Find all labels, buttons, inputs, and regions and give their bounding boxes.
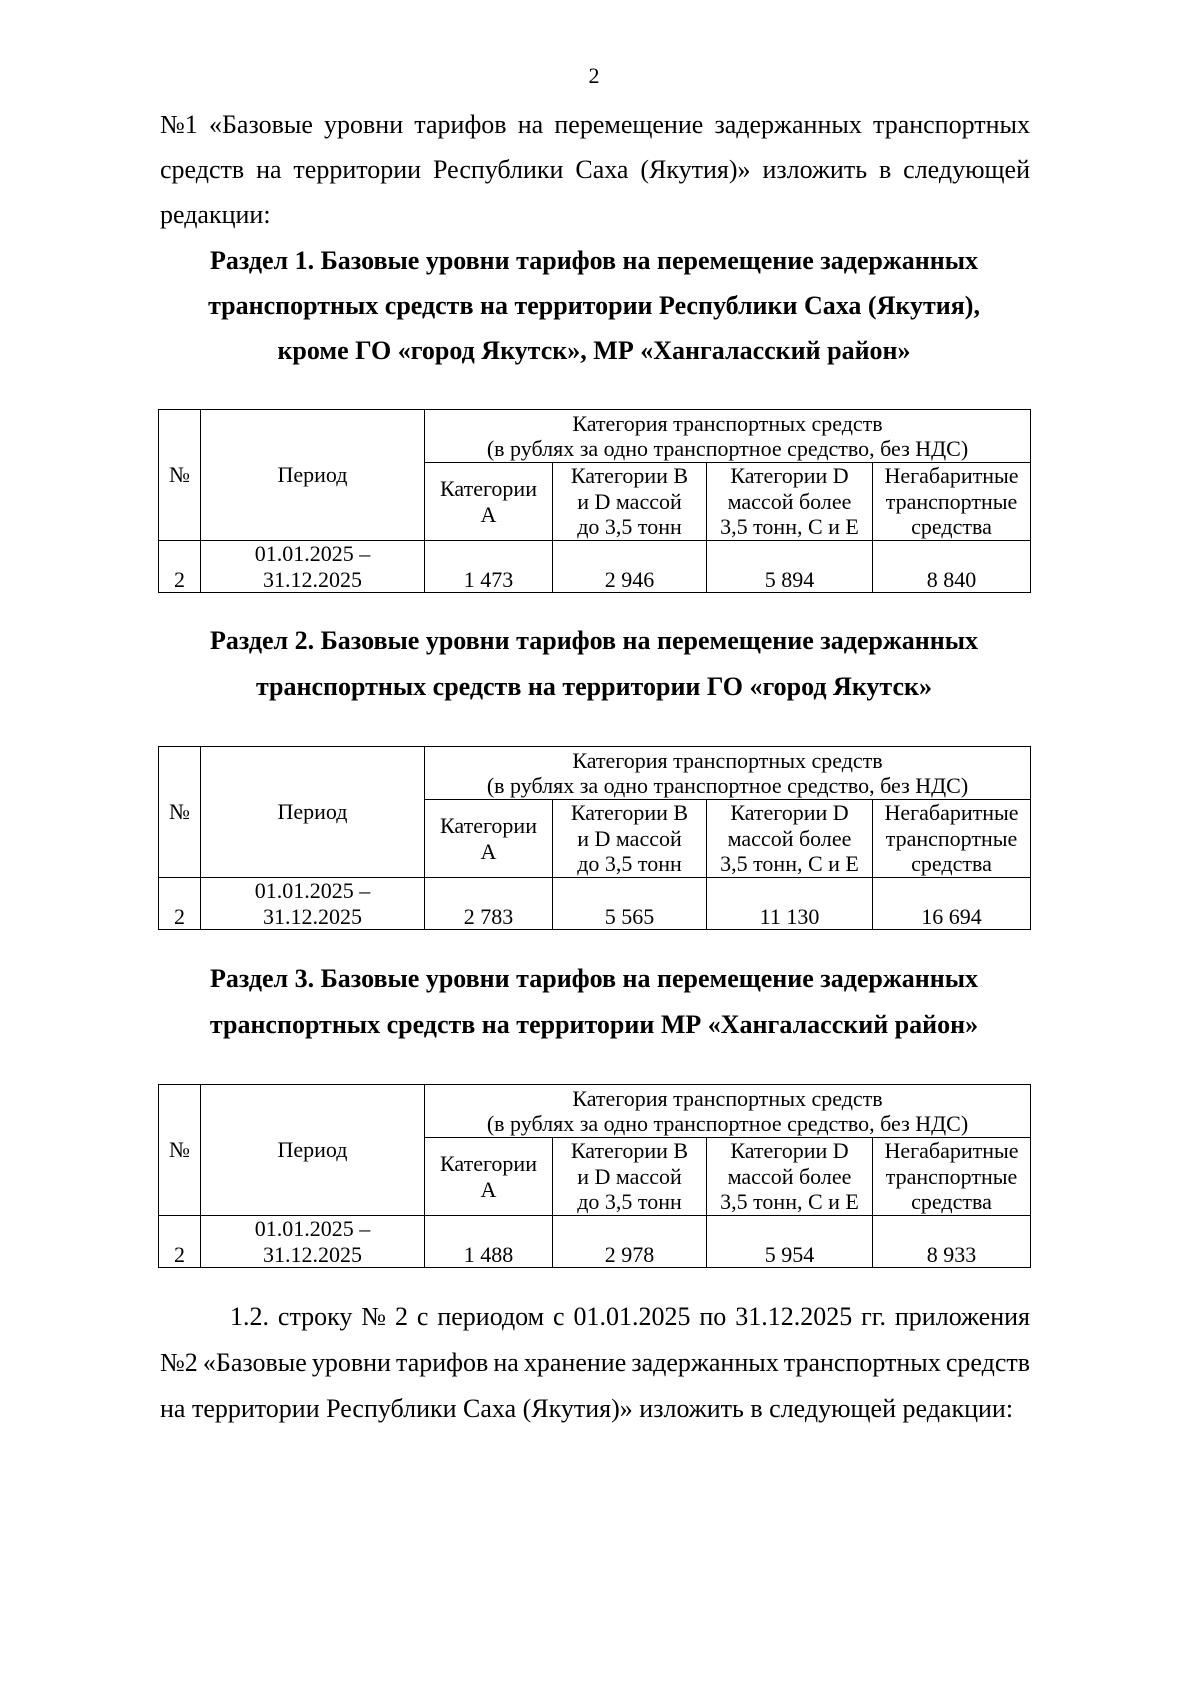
value-cat-a: 2 783 (463, 903, 514, 929)
header-category-group-cell (425, 1085, 1031, 1138)
header-cat-a-cell (425, 463, 553, 541)
header-oversized-cell (873, 463, 1031, 541)
header-cat-a-line: A (480, 501, 497, 527)
value-oversized: 8 933 (926, 1241, 977, 1267)
section-2-heading-line: Раздел 2. Базовые уровни тарифов на перемещение задержанных (209, 626, 979, 655)
header-period-cell (201, 1085, 425, 1216)
header-cat-d-line: 3,5 тонн, C и E (720, 514, 859, 540)
section-1-heading-line: кроме ГО «город Якутск», МР «Хангаласский район» (277, 336, 911, 365)
row-period-line: 31.12.2025 (263, 566, 362, 592)
header-oversized-line: средства (911, 1189, 992, 1215)
header-no: № (169, 1137, 190, 1163)
value-cat-d: 5 954 (764, 1241, 815, 1267)
value-oversized: 16 694 (921, 903, 982, 929)
header-category-group-line: (в рублях за одно транспортное средство, без НДС) (486, 1111, 969, 1136)
header-oversized-line: Негабаритные (884, 800, 1019, 826)
header-oversized-cell (873, 1138, 1031, 1216)
tariff-table-3 (158, 1084, 1031, 1268)
row-period-cell (201, 878, 425, 930)
intro-line: редакции: (160, 200, 271, 229)
value-cat-a-cell (425, 1216, 553, 1268)
header-oversized-line: средства (911, 851, 992, 877)
header-cat-d-cell (707, 800, 873, 878)
header-no: № (169, 462, 190, 488)
header-cat-d-line: Категории D (730, 1138, 849, 1164)
value-cat-b-cell (553, 541, 707, 593)
header-oversized-line: средства (911, 514, 992, 540)
row-period-cell (201, 1216, 425, 1268)
row-period-line: 01.01.2025 – (254, 541, 371, 566)
header-cat-b-line: и D массой (577, 1163, 682, 1189)
row-period-cell (201, 541, 425, 593)
header-category-group-line: Категория транспортных средств (572, 410, 883, 436)
value-cat-b-cell (553, 1216, 707, 1268)
section-1-heading-line: транспортных средств на территории Республики Саха (Якутия), (208, 291, 980, 320)
row-no-cell (159, 1216, 201, 1268)
header-cat-d-line: Категории D (730, 463, 849, 489)
value-oversized-cell (873, 541, 1031, 593)
value-cat-d-cell (707, 1216, 873, 1268)
header-cat-a-line: A (480, 1176, 497, 1202)
header-cat-b-line: до 3,5 тонн (577, 1189, 682, 1215)
header-cat-d-cell (707, 463, 873, 541)
header-cat-b-line: и D массой (577, 825, 682, 851)
header-no-cell (159, 410, 201, 541)
header-cat-b-line: Категории B (570, 463, 689, 489)
value-cat-a-cell (425, 541, 553, 593)
header-oversized-line: транспортные (885, 488, 1018, 514)
header-oversized-cell (873, 800, 1031, 878)
row-no: 2 (174, 1241, 185, 1267)
value-cat-b: 2 946 (604, 566, 655, 592)
value-cat-a: 1 488 (463, 1241, 514, 1267)
header-category-group-line: Категория транспортных средств (572, 747, 883, 773)
header-period: Период (277, 799, 348, 825)
header-cat-d-line: массой более (727, 1163, 852, 1189)
header-cat-a-line: Категории (440, 1151, 537, 1176)
value-cat-b: 5 565 (604, 903, 655, 929)
header-category-group-line: Категория транспортных средств (572, 1085, 883, 1111)
value-cat-d: 5 894 (764, 566, 815, 592)
header-cat-d-line: Категории D (730, 800, 849, 826)
value-cat-d-cell (707, 541, 873, 593)
closing-line: на территории Республики Саха (Якутия)» изложить в следующей редакции: (160, 1394, 1014, 1423)
header-cat-b-line: и D массой (577, 488, 682, 514)
intro-line: №1 «Базовые уровни тарифов на перемещение задержанных транспортных (160, 110, 1030, 139)
closing-line: 1.2. строку № 2 с периодом с 01.01.2025 по 31.12.2025 гг. приложения (230, 1302, 1030, 1331)
row-period-line: 31.12.2025 (263, 903, 362, 929)
header-oversized-line: Негабаритные (884, 1138, 1019, 1164)
value-cat-d: 11 130 (759, 903, 820, 929)
header-cat-b-line: Категории B (570, 1138, 689, 1164)
value-cat-b: 2 978 (604, 1241, 655, 1267)
intro-line: средств на территории Республики Саха (Якутия)» изложить в следующей (160, 155, 1030, 184)
header-cat-a-line: Категории (440, 813, 537, 838)
row-no-cell (159, 878, 201, 930)
closing-line: №2 «Базовые уровни тарифов на хранение задержанных транспортных средств (160, 1348, 1030, 1377)
header-cat-b-cell (553, 800, 707, 878)
value-oversized: 8 840 (926, 566, 977, 592)
page-number: 2 (588, 63, 600, 88)
value-cat-d-cell (707, 878, 873, 930)
header-cat-b-line: до 3,5 тонн (577, 851, 682, 877)
header-cat-a-line: Категории (440, 476, 537, 501)
header-oversized-line: Негабаритные (884, 463, 1019, 489)
header-period: Период (277, 1137, 348, 1163)
header-period: Период (277, 462, 348, 488)
header-cat-d-line: 3,5 тонн, C и E (720, 1189, 859, 1215)
header-no: № (169, 799, 190, 825)
row-period-line: 31.12.2025 (263, 1241, 362, 1267)
section-3-heading-line: Раздел 3. Базовые уровни тарифов на перемещение задержанных (209, 964, 979, 993)
header-cat-d-line: массой более (727, 825, 852, 851)
row-period-line: 01.01.2025 – (254, 1216, 371, 1241)
header-cat-d-line: массой более (727, 488, 852, 514)
value-oversized-cell (873, 1216, 1031, 1268)
header-period-cell (201, 747, 425, 878)
header-cat-b-cell (553, 1138, 707, 1216)
header-cat-a-cell (425, 800, 553, 878)
header-category-group-cell (425, 747, 1031, 800)
header-category-group-line: (в рублях за одно транспортное средство, без НДС) (486, 436, 969, 461)
row-no-cell (159, 541, 201, 593)
header-oversized-line: транспортные (885, 1163, 1018, 1189)
value-cat-b-cell (553, 878, 707, 930)
header-no-cell (159, 1085, 201, 1216)
section-3-heading-line: транспортных средств на территории МР «Хангаласский район» (209, 1010, 979, 1039)
section-2-heading-line: транспортных средств на территории ГО «город Якутск» (255, 672, 933, 701)
header-cat-a-cell (425, 1138, 553, 1216)
header-category-group-cell (425, 410, 1031, 463)
header-cat-b-line: Категории B (570, 800, 689, 826)
header-period-cell (201, 410, 425, 541)
header-cat-b-cell (553, 463, 707, 541)
row-no: 2 (174, 566, 185, 592)
tariff-table-2 (158, 746, 1031, 930)
value-cat-a-cell (425, 878, 553, 930)
section-1-heading-line: Раздел 1. Базовые уровни тарифов на перемещение задержанных (209, 246, 979, 275)
header-cat-d-cell (707, 1138, 873, 1216)
row-no: 2 (174, 903, 185, 929)
header-cat-d-line: 3,5 тонн, C и E (720, 851, 859, 877)
header-no-cell (159, 747, 201, 878)
value-cat-a: 1 473 (463, 566, 514, 592)
header-cat-a-line: A (480, 838, 497, 864)
header-cat-b-line: до 3,5 тонн (577, 514, 682, 540)
value-oversized-cell (873, 878, 1031, 930)
row-period-line: 01.01.2025 – (254, 878, 371, 903)
tariff-table-1 (158, 409, 1031, 593)
header-oversized-line: транспортные (885, 825, 1018, 851)
header-category-group-line: (в рублях за одно транспортное средство, без НДС) (486, 773, 969, 798)
